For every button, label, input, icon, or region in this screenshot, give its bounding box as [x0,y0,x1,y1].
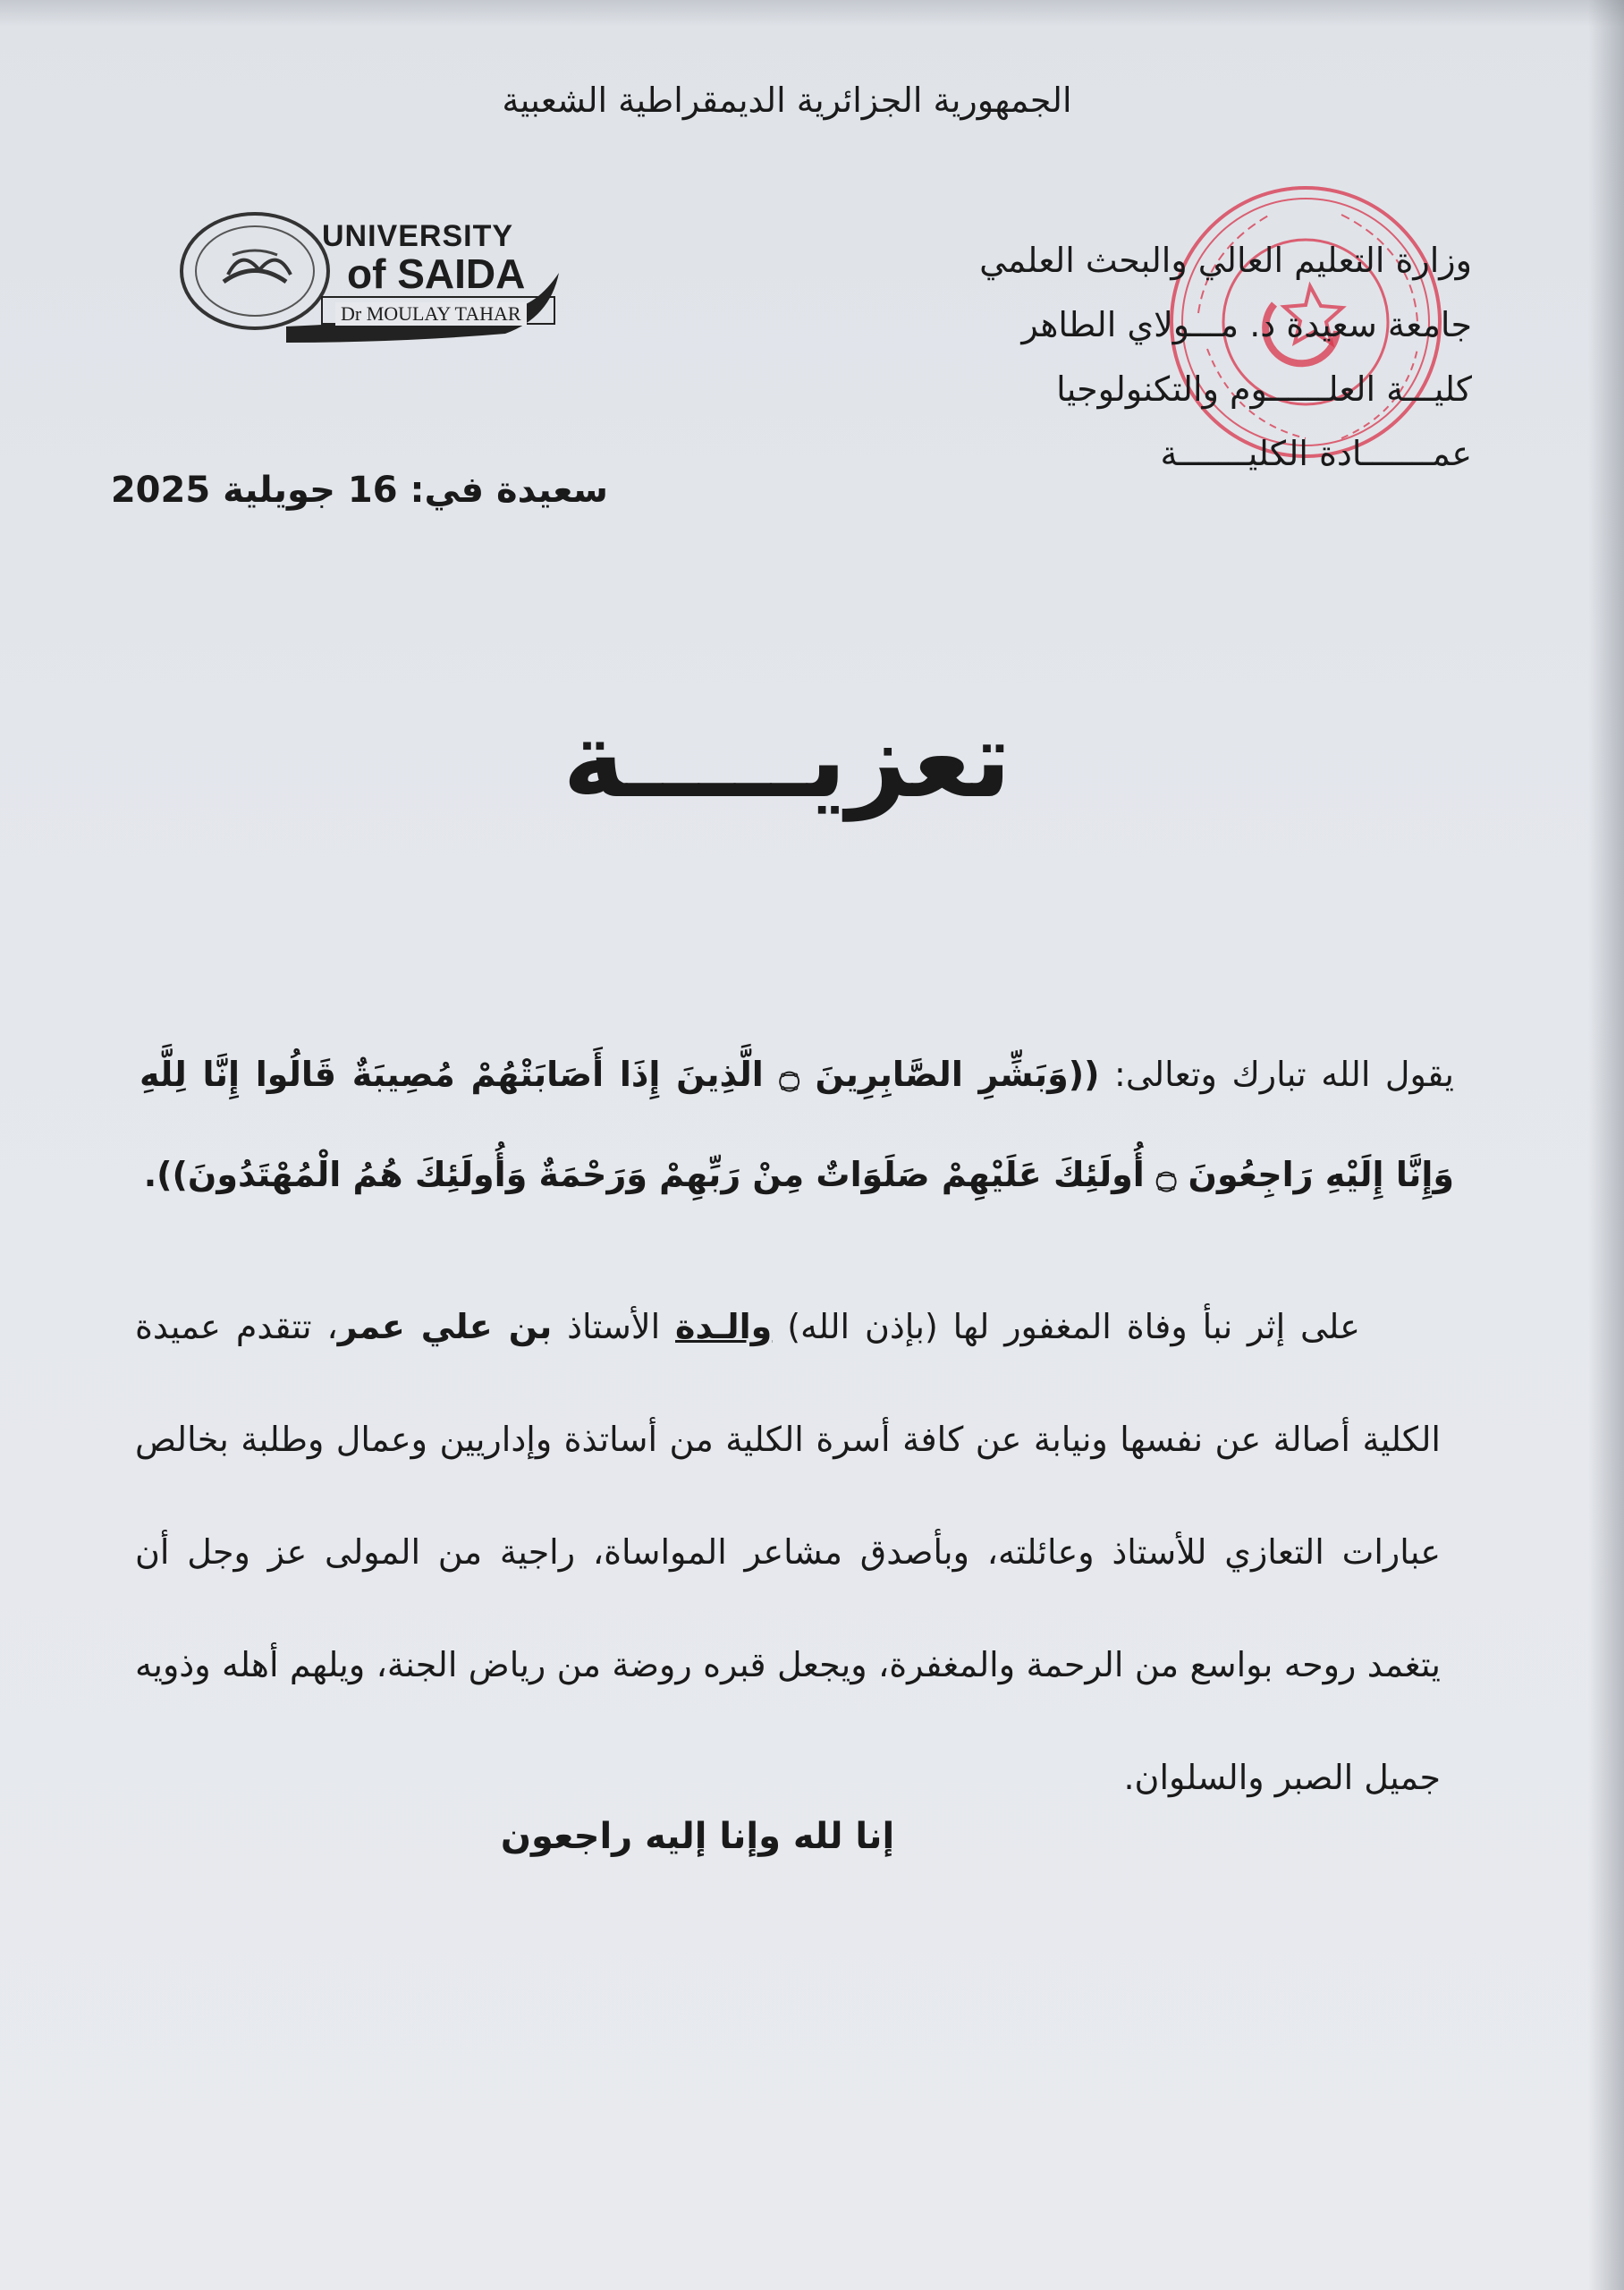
institution-header [918,228,1472,486]
university-logo [179,210,563,380]
body-relation-word: والـدة [675,1307,773,1346]
university-name: جامعة سعيدة د. مـــولاي الطاهر [1021,305,1472,344]
logo-moulay-text: Dr MOULAY TAHAR [335,302,527,326]
body-part-1: على إثر نبأ وفاة المغفور لها (بإذن الله) [787,1307,1360,1346]
condolence-paragraph [135,1270,1441,1834]
professor-name: بن علي عمر [337,1307,553,1346]
verse-intro: يقول الله تبارك وتعالى: [1114,1055,1454,1094]
republic-heading: الجمهورية الجزائرية الديمقراطية الشعبية [502,81,1072,120]
body-part-2: الأستاذ [567,1307,661,1346]
closing-phrase: إنا لله وإنا إليه راجعون [500,1816,895,1857]
ministry-name: وزارة التعليم العالي والبحث العلمي [979,241,1472,280]
document-date: سعيدة في: 16 جويلية 2025 [110,470,608,511]
document-title: تعزيـــــة [562,698,1011,821]
body-part-3: ، تتقدم عميدة الكلية أصالة عن نفسها ونيابة عن كافة أسرة الكلية من أساتذة وإداريين وعمال وطلبة بخالص عبارات التعازي للأستاذ وعائلته، وبأصدق مشاعر المواساة، راجية من المولى عز وجل أن يتغمد روحه بواسع من الرحمة والمغفرة، ويجعل قبره روضة من رياض الجنة، ويلهم أهله وذويه جميل الصبر والسلوان. [135,1307,1441,1797]
paper-shadow-top [0,0,1624,27]
deanship-name: عمـــــــادة الكليـــــــة [1160,434,1472,473]
logo-university-text: UNIVERSITY [322,219,514,253]
paper-shadow-right [1588,0,1624,2290]
verse-text: ((وَبَشِّرِ الصَّابِرِينَ ۝ الَّذِينَ إِذَا أَصَابَتْهُمْ مُصِيبَةٌ قَالُوا إِنَّا لِلَّهِ وَإِنَّا إِلَيْهِ رَاجِعُونَ ۝ أُولَئِكَ عَلَيْهِمْ صَلَوَاتٌ مِنْ رَبِّهِمْ وَرَحْمَةٌ وَأُولَئِكَ هُمُ الْمُهْتَدُونَ)). [140,1055,1454,1194]
quran-verse-paragraph [140,1024,1454,1225]
faculty-name: كليـــة العلــــــوم والتكنولوجيا [1056,369,1472,409]
logo-saida-text: of SAIDA [347,250,526,297]
